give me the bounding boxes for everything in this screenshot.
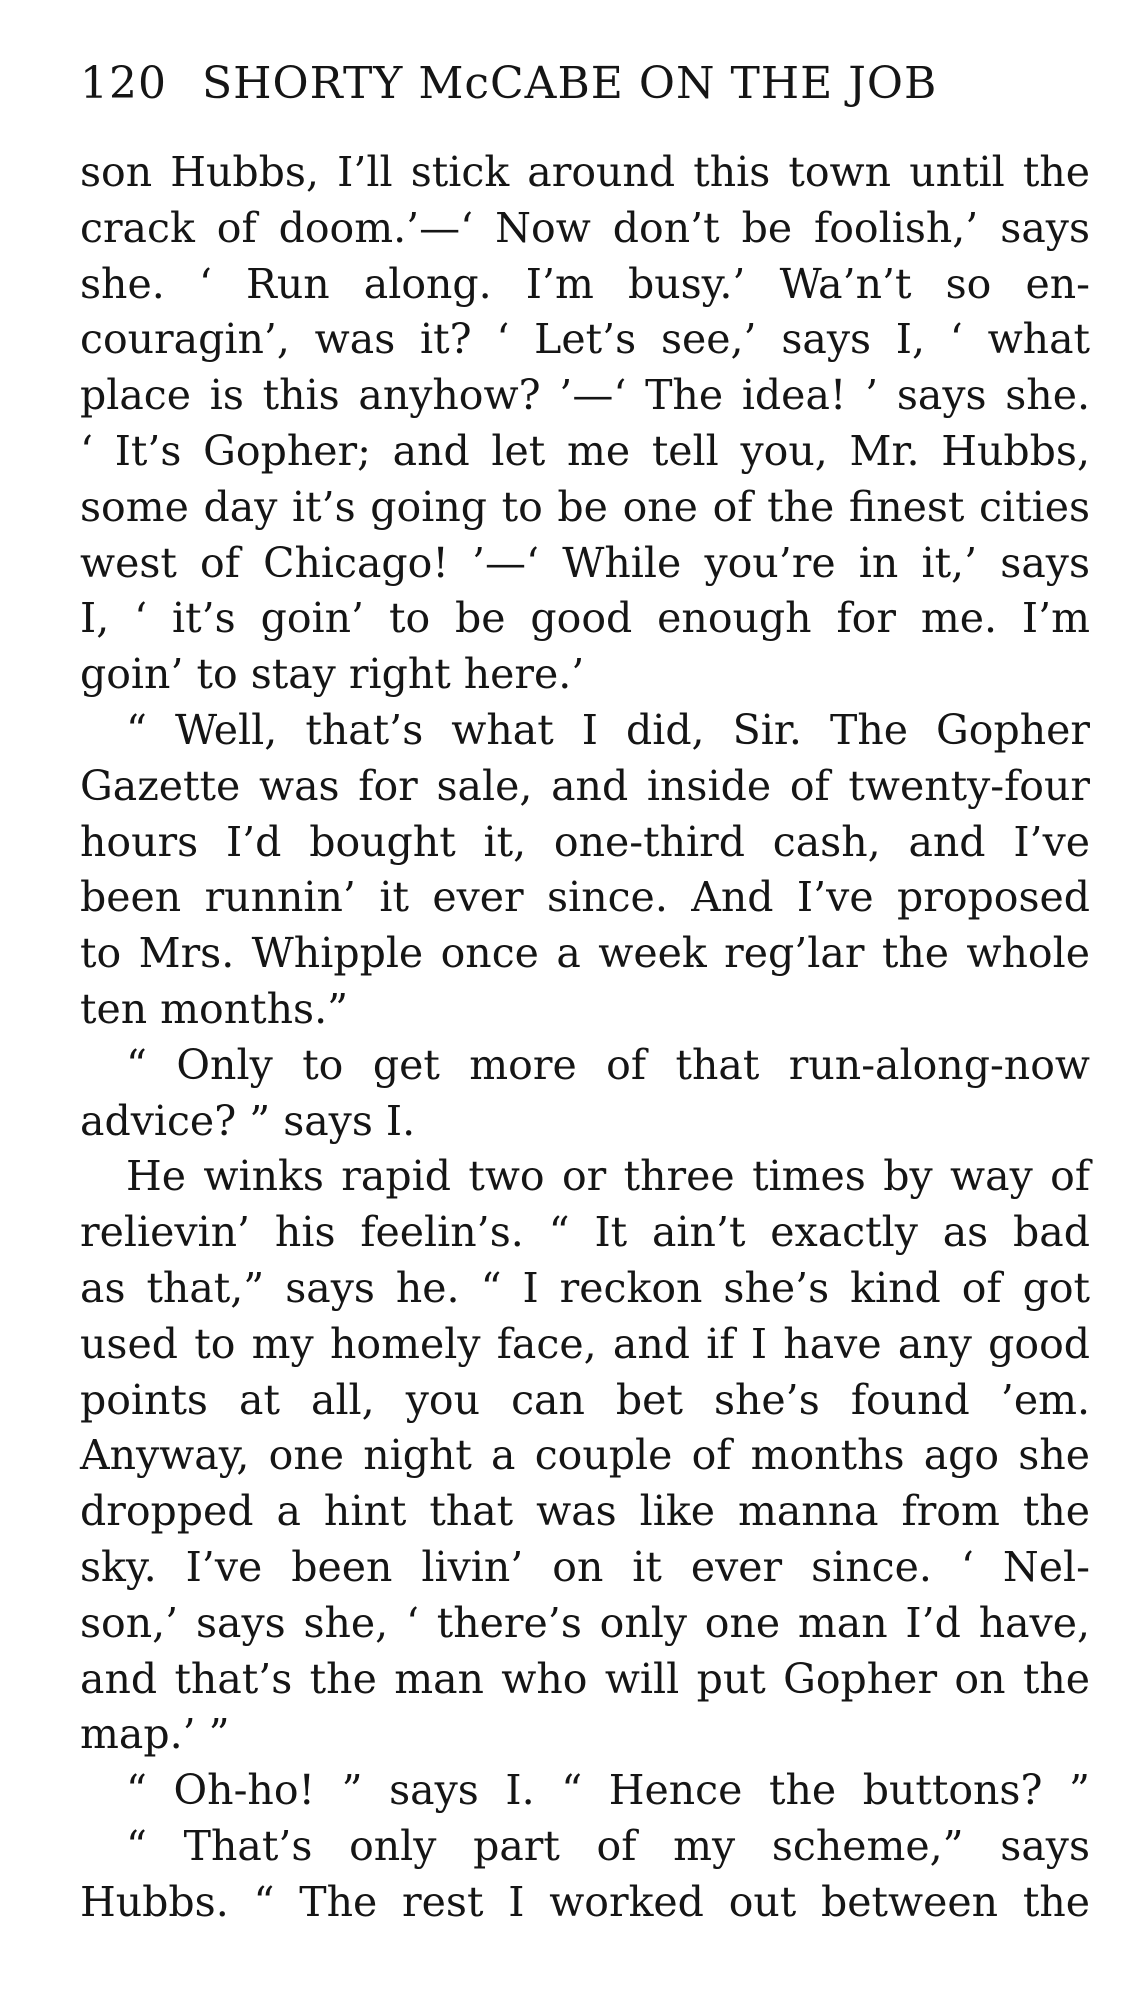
text-line: goin’ to stay right here.’ — [80, 650, 585, 699]
text-line: points at all, you can bet she’s found ’em. — [80, 1375, 1090, 1424]
text-line: He winks rapid two or three times by way of — [126, 1152, 1090, 1201]
text-line: and that’s the man who will put Gopher on the — [80, 1654, 1090, 1703]
text-line: she. ‘ Run along. I’m busy.’ Wa’n’t so en- — [80, 259, 1090, 308]
text-line: dropped a hint that was like manna from the — [80, 1487, 1090, 1536]
text-line: ‘ It’s Gopher; and let me tell you, Mr. Hubbs, — [80, 426, 1090, 475]
body-text — [80, 145, 1090, 1931]
text-line: I, ‘ it’s goin’ to be good enough for me. I’m — [80, 594, 1090, 643]
text-line: advice? ” says I. — [80, 1096, 416, 1145]
text-line: “ That’s only part of my scheme,” says — [126, 1821, 1090, 1870]
page-number: 120 — [80, 58, 167, 109]
text-line: relievin’ his feelin’s. “ It ain’t exactly as bad — [80, 1208, 1090, 1257]
text-line: place is this anyhow? ’—‘ The idea! ’ says she. — [80, 371, 1090, 420]
text-line: “ Only to get more of that run-along-now — [126, 1040, 1090, 1089]
text-line: to Mrs. Whipple once a week reg’lar the whole — [80, 929, 1090, 978]
text-line: map.’ ” — [80, 1710, 230, 1759]
text-line: some day it’s going to be one of the finest cities — [80, 482, 1090, 531]
text-line: been runnin’ it ever since. And I’ve proposed — [80, 873, 1090, 922]
text-line: hours I’d bought it, one-third cash, and I’ve — [80, 817, 1090, 866]
text-line: “ Oh-ho! ” says I. “ Hence the buttons? ” — [126, 1766, 1090, 1815]
text-line: sky. I’ve been livin’ on it ever since. ‘ Nel- — [80, 1542, 1090, 1591]
text-line: son Hubbs, I’ll stick around this town until the — [80, 148, 1090, 196]
text-line: son,’ says she, ‘ there’s only one man I’d have, — [80, 1598, 1090, 1647]
text-line: ten months.” — [80, 984, 349, 1033]
running-head — [80, 58, 1080, 110]
text-line: Hubbs. “ The rest I worked out between the — [80, 1877, 1090, 1926]
text-line: couragin’, was it? ‘ Let’s see,’ says I, ‘ what — [80, 315, 1090, 364]
text-line: Gazette was for sale, and inside of twenty-four — [80, 761, 1090, 810]
text-line: used to my homely face, and if I have any good — [80, 1319, 1090, 1368]
text-line: west of Chicago! ’—‘ While you’re in it,’ says — [80, 538, 1090, 587]
text-line: “ Well, that’s what I did, Sir. The Gopher — [126, 705, 1090, 754]
text-line: Anyway, one night a couple of months ago she — [80, 1431, 1090, 1480]
text-line: crack of doom.’—‘ Now don’t be foolish,’ says — [80, 203, 1090, 252]
text-line: as that,” says he. “ I reckon she’s kind of got — [80, 1263, 1090, 1312]
running-title: SHORTY McCABE ON THE JOB — [202, 58, 938, 109]
